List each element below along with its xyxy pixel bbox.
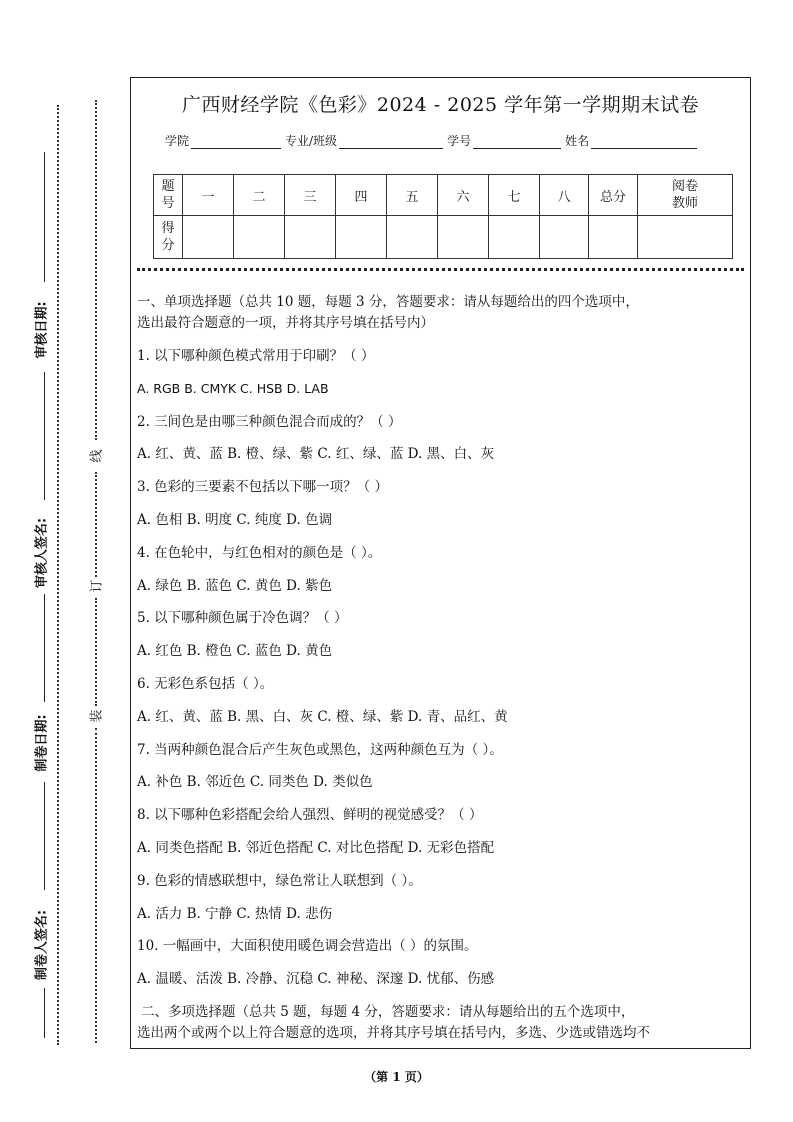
binding-dotted-3: [95, 598, 97, 706]
dotted-line-left: [57, 105, 59, 1045]
score-cell[interactable]: [589, 216, 638, 259]
options-1: A. RGB B. CMYK C. HSB D. LAB: [137, 380, 329, 396]
score-cell[interactable]: [387, 216, 438, 259]
options-5: A. 红色 B. 橙色 C. 蓝色 D. 黄色: [137, 643, 333, 660]
margin-line-3: [44, 594, 45, 702]
score-cell[interactable]: [234, 216, 285, 259]
question-1: 1. 以下哪种颜色模式常用于印刷？（ ）: [137, 348, 375, 364]
score-cell[interactable]: [638, 216, 733, 259]
options-10: A. 温暖、活泼 B. 冷静、沉稳 C. 神秘、深邃 D. 忧郁、伤感: [137, 971, 495, 988]
student-id-field[interactable]: [473, 136, 561, 149]
score-row-label: 得分: [154, 216, 183, 259]
section1-heading-line2: 选出最符合题意的一项，并将其序号填在括号内）: [137, 315, 434, 331]
col-total: 总分: [589, 175, 638, 216]
student-id-label: 学号: [447, 134, 472, 148]
question-7: 7. 当两种颜色混合后产生灰色或黑色，这两种颜色互为（ ）。: [137, 741, 503, 758]
score-table-score-row: [154, 216, 733, 259]
question-number-header: 题号: [154, 175, 183, 216]
question-8: 8. 以下哪种色彩搭配会给人强烈、鲜明的视觉感受？（ ）: [137, 807, 483, 824]
col-8: 八: [540, 175, 589, 216]
score-cell[interactable]: [489, 216, 540, 259]
name-label: 姓名: [565, 134, 590, 148]
review-date-label: 审核日期:: [34, 301, 50, 359]
col-2: 二: [234, 175, 285, 216]
options-6: A. 红、黄、蓝 B. 黑、白、灰 C. 橙、绿、紫 D. 青、品红、黄: [137, 708, 508, 725]
question-9: 9. 色彩的情感联想中，绿色常让人联想到（ ）。: [137, 872, 422, 889]
score-table: [153, 174, 733, 259]
name-field[interactable]: [591, 136, 697, 149]
col-5: 五: [387, 175, 438, 216]
paper-date-label: 制卷日期:: [34, 714, 50, 772]
paper-maker-signature-label: 制卷人签名:: [34, 909, 50, 981]
page-number: （第 1 页）: [364, 1070, 429, 1084]
score-cell[interactable]: [183, 216, 234, 259]
reviewer-signature-label: 审核人签名:: [34, 517, 50, 589]
college-field[interactable]: [191, 136, 281, 149]
margin-line-5: [44, 988, 45, 1038]
options-3: A. 色相 B. 明度 C. 纯度 D. 色调: [137, 511, 333, 528]
exam-content: [137, 292, 742, 1044]
col-1: 一: [183, 175, 234, 216]
score-cell[interactable]: [540, 216, 589, 259]
exam-title: 广西财经学院《色彩》2024 - 2025 学年第一学期期末试卷: [181, 94, 700, 116]
binding-char-xian: 线: [89, 449, 105, 463]
col-grader: 阅卷教师: [638, 175, 733, 216]
section2-heading-line1: 二、多项选择题（总共 5 题，每题 4 分，答题要求：请从每题给出的五个选项中，: [141, 1003, 635, 1020]
section2-heading-line2: 选出两个或两个以上符合题意的选项，并将其序号填在括号内，多选、少选或错选均不: [137, 1024, 650, 1041]
question-5: 5. 以下哪种颜色属于冷色调？（ ）: [137, 610, 348, 627]
question-2: 2. 三间色是由哪三种颜色混合而成的？（ ）: [137, 413, 402, 430]
margin-line-1: [44, 152, 45, 282]
dotted-separator: [137, 268, 744, 271]
score-cell[interactable]: [438, 216, 489, 259]
exam-frame: [130, 77, 751, 1049]
major-class-label: 专业/班级: [285, 134, 338, 148]
margin-line-2: [44, 372, 45, 500]
score-cell[interactable]: [336, 216, 387, 259]
col-7: 七: [489, 175, 540, 216]
score-cell[interactable]: [285, 216, 336, 259]
binding-dotted-1: [95, 100, 97, 440]
margin-line-4: [44, 782, 45, 890]
options-4: A. 绿色 B. 蓝色 C. 黄色 D. 紫色: [137, 577, 333, 594]
options-9: A. 活力 B. 宁静 C. 热情 D. 悲伤: [137, 905, 333, 922]
col-6: 六: [438, 175, 489, 216]
col-3: 三: [285, 175, 336, 216]
binding-char-zhuang: 装: [89, 709, 105, 723]
options-2: A. 红、黄、蓝 B. 橙、绿、紫 C. 红、绿、蓝 D. 黑、白、灰: [137, 446, 495, 463]
score-table-header-row: [154, 175, 733, 216]
section1-heading-line1: 一、单项选择题（总共 10 题，每题 3 分，答题要求：请从每题给出的四个选项中，: [137, 294, 639, 310]
question-10: 10. 一幅画中，大面积使用暖色调会营造出（ ）的氛围。: [137, 938, 478, 955]
binding-char-ding: 订: [89, 579, 105, 593]
binding-dotted-2: [95, 472, 97, 577]
major-class-field[interactable]: [339, 136, 443, 149]
binding-dotted-4: [95, 728, 97, 1043]
student-info-row: [165, 132, 701, 149]
question-4: 4. 在色轮中，与红色相对的颜色是（ ）。: [137, 544, 382, 561]
college-label: 学院: [165, 134, 190, 148]
question-3: 3. 色彩的三要素不包括以下哪一项？（ ）: [137, 479, 388, 496]
col-4: 四: [336, 175, 387, 216]
question-6: 6. 无彩色系包括（ ）。: [137, 675, 274, 692]
options-8: A. 同类色搭配 B. 邻近色搭配 C. 对比色搭配 D. 无彩色搭配: [137, 839, 495, 856]
options-7: A. 补色 B. 邻近色 C. 同类色 D. 类似色: [137, 774, 373, 791]
